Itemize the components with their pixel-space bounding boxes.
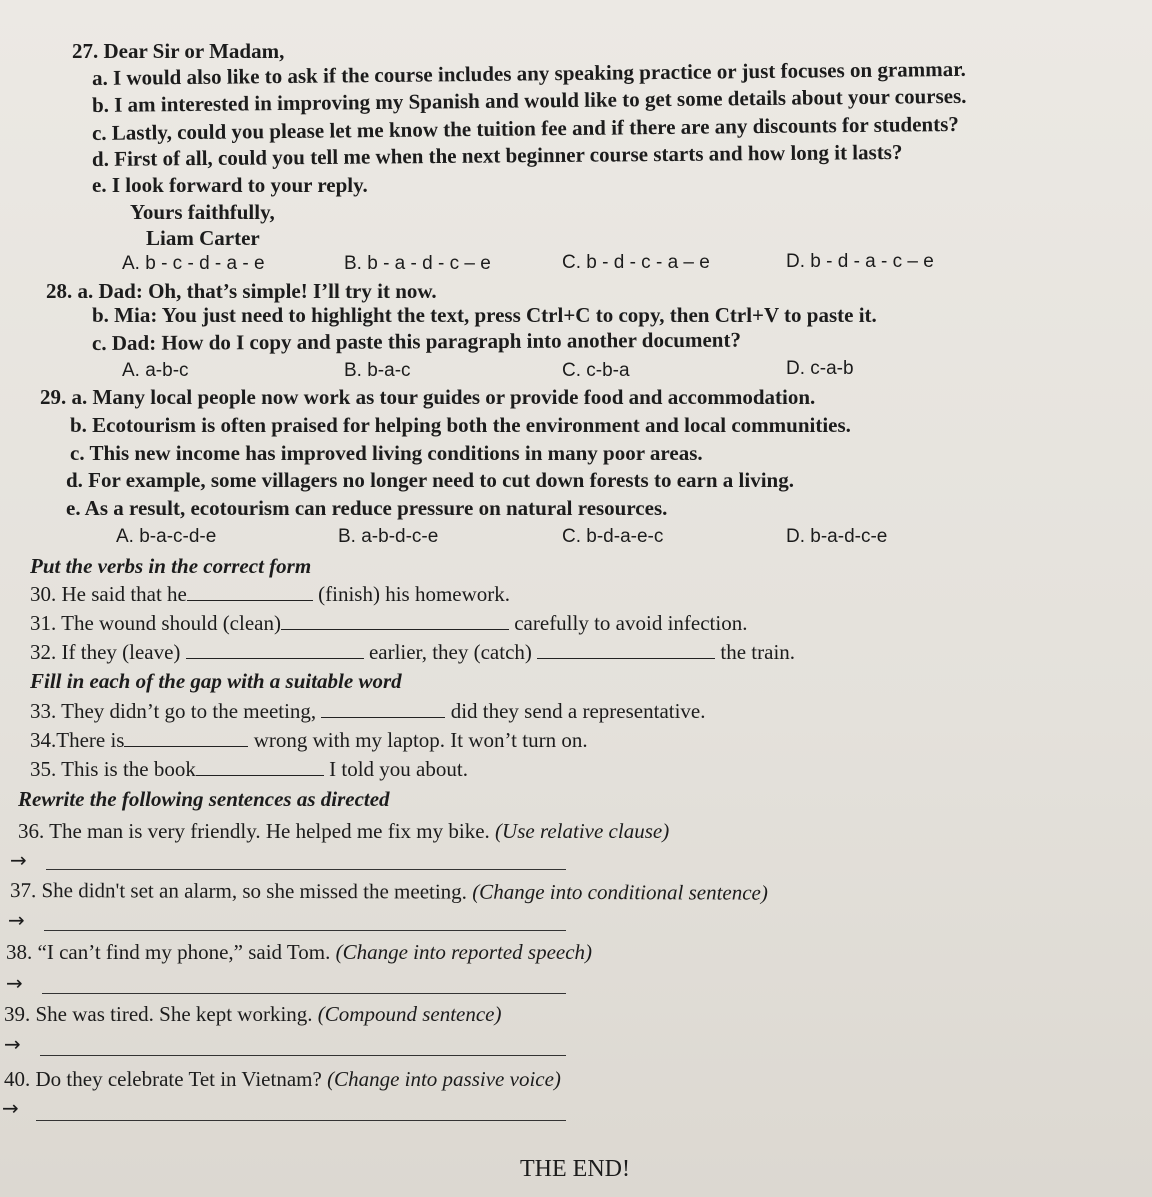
- q30-blank[interactable]: [187, 582, 313, 601]
- section-rewrite-heading: Rewrite the following sentences as directed: [18, 787, 390, 811]
- q27-option-a[interactable]: A. b - c - d - a - e: [122, 253, 265, 274]
- q29-number: 29.: [40, 385, 67, 409]
- q29-option-c[interactable]: C. b-d-a-e-c: [562, 526, 664, 547]
- q27-item-c: c. Lastly, could you please let me know the tuition fee and if there are any discounts for students?: [91, 111, 959, 145]
- q29-option-d[interactable]: D. b-a-d-c-e: [786, 526, 888, 547]
- q31-line: 31. The wound should (clean) carefully to avoid infection.: [30, 611, 748, 635]
- q27-item-d: d. First of all, could you tell me when the next beginner course starts and how long it lasts?: [91, 139, 903, 171]
- q32-blank-1[interactable]: [186, 640, 364, 659]
- q27-option-c[interactable]: C. b - d - c - a – e: [562, 252, 710, 273]
- q27-number: 27.: [72, 39, 99, 63]
- q28-item-a: 28. a. Dad: Oh, that’s simple! I’ll try it now.: [46, 279, 437, 303]
- q39-line: 39. She was tired. She kept working. (Compound sentence): [4, 1002, 502, 1026]
- q27-closing: Yours faithfully,: [130, 200, 275, 224]
- q39-answer-line[interactable]: [40, 1054, 566, 1056]
- q37-line: 37. She didn't set an alarm, so she missed the meeting. (Change into conditional sentence): [9, 878, 768, 905]
- q36-answer-line[interactable]: [46, 868, 566, 870]
- q28-option-d[interactable]: D. c-a-b: [786, 358, 854, 379]
- q29-option-a[interactable]: A. b-a-c-d-e: [116, 526, 217, 547]
- q36-line: 36. The man is very friendly. He helped me fix my bike. (Use relative clause): [18, 819, 670, 843]
- q40-line: 40. Do they celebrate Tet in Vietnam? (Change into passive voice): [4, 1067, 561, 1091]
- q32-line: 32. If they (leave) earlier, they (catch) the train.: [30, 640, 796, 664]
- the-end-footer: THE END!: [520, 1156, 630, 1182]
- q34-blank[interactable]: [124, 728, 248, 747]
- q31-blank[interactable]: [281, 611, 509, 630]
- q28-item-b: b. Mia: You just need to highlight the text, press Ctrl+C to copy, then Ctrl+V to paste it.: [92, 303, 877, 327]
- q35-blank[interactable]: [196, 757, 324, 776]
- q40-arrow-icon: →: [2, 1096, 19, 1120]
- q28-option-b[interactable]: B. b-a-c: [344, 360, 411, 381]
- q29-item-d: d. For example, some villagers no longer need to cut down forests to earn a living.: [66, 468, 794, 492]
- q39-arrow-icon: →: [4, 1032, 21, 1056]
- q28-item-c: c. Dad: How do I copy and paste this paragraph into another document?: [91, 327, 741, 355]
- q29-item-b: b. Ecotourism is often praised for helping both the environment and local communities.: [70, 413, 851, 437]
- q29-item-c: c. This new income has improved living conditions in many poor areas.: [70, 441, 703, 465]
- q40-answer-line[interactable]: [36, 1119, 566, 1121]
- q28-option-c[interactable]: C. c-b-a: [562, 360, 630, 381]
- q29-option-b[interactable]: B. a-b-d-c-e: [338, 526, 439, 547]
- q38-answer-line[interactable]: [42, 992, 566, 994]
- q33-line: 33. They didn’t go to the meeting, did they send a representative.: [30, 699, 706, 723]
- q35-line: 35. This is the book I told you about.: [30, 757, 468, 781]
- q28-option-a[interactable]: A. a-b-c: [122, 360, 189, 381]
- q27-item-e: e. I look forward to your reply.: [92, 173, 368, 197]
- section-verbs-heading: Put the verbs in the correct form: [30, 554, 312, 578]
- q29-item-a: 29. a. Many local people now work as tour guides or provide food and accommodation.: [40, 385, 816, 409]
- q27-salutation: Dear Sir or Madam,: [103, 39, 285, 63]
- q33-blank[interactable]: [321, 699, 445, 718]
- q36-arrow-icon: →: [10, 848, 27, 872]
- q32-blank-2[interactable]: [537, 640, 715, 659]
- q37-arrow-icon: →: [8, 908, 25, 932]
- q37-answer-line[interactable]: [44, 929, 566, 931]
- q27-option-d[interactable]: D. b - d - a - c – e: [786, 251, 934, 272]
- q27-item-a: a. I would also like to ask if the course includes any speaking practice or just focuses on grammar.: [91, 56, 966, 90]
- q30-line: 30. He said that he (finish) his homework.: [30, 582, 511, 606]
- q27-signature: Liam Carter: [146, 226, 260, 250]
- q38-line: 38. “I can’t find my phone,” said Tom. (Change into reported speech): [6, 940, 593, 964]
- q27-option-b[interactable]: B. b - a - d - c – e: [344, 253, 491, 274]
- q28-number: 28.: [46, 279, 73, 303]
- q27-header: [72, 38, 284, 64]
- q29-item-e: e. As a result, ecotourism can reduce pressure on natural resources.: [66, 496, 668, 520]
- q38-arrow-icon: →: [6, 971, 23, 995]
- q34-line: 34.There is wrong with my laptop. It won’t turn on.: [30, 728, 588, 752]
- q27-item-b: b. I am interested in improving my Spanish and would like to get some details about your courses.: [91, 83, 967, 117]
- section-fill-heading: Fill in each of the gap with a suitable word: [30, 669, 402, 693]
